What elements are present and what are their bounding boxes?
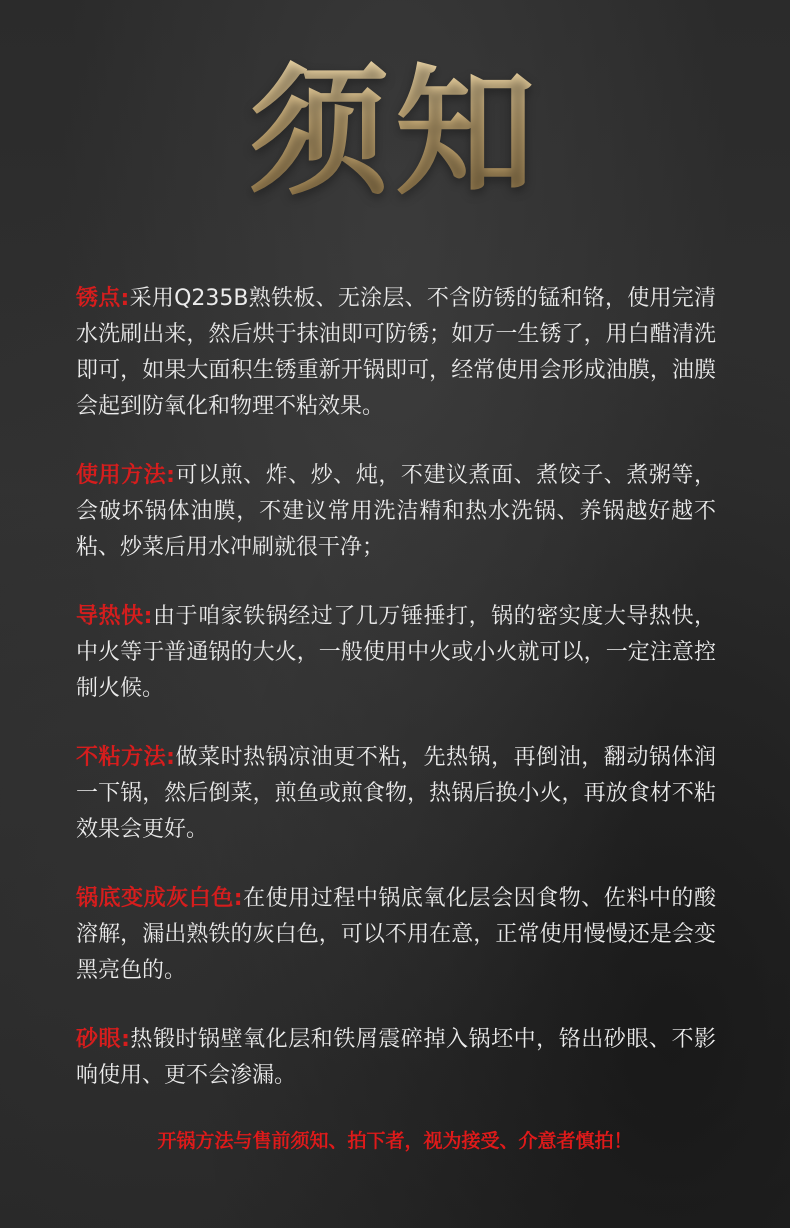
section-label: 砂眼: bbox=[76, 1027, 130, 1052]
section-pinholes bbox=[76, 1022, 716, 1094]
section-heat bbox=[76, 599, 716, 707]
section-nonstick bbox=[76, 740, 716, 848]
section-text: 在使用过程中锅底氧化层会因食物、佐料中的酸溶解，漏出熟铁的灰白色，可以不用在意，正常使用慢慢还是会变黑亮色的。 bbox=[76, 886, 716, 983]
section-text: 采用Q235B熟铁板、无涂层、不含防锈的锰和铬，使用完清水洗刷出来，然后烘于抹油即可防锈；如万一生锈了，用白醋清洗即可，如果大面积生锈重新开锅即可，经常使用会形成油膜，油膜会起到防氧化和物理不粘效果。 bbox=[76, 286, 716, 419]
section-label: 锈点: bbox=[76, 286, 130, 311]
section-text: 由于咱家铁锅经过了几万锤捶打，锅的密实度大导热快，中火等于普通锅的大火，一般使用中火或小火就可以，一定注意控制火候。 bbox=[76, 604, 716, 701]
section-label: 导热快: bbox=[76, 604, 153, 629]
section-rust bbox=[76, 281, 716, 425]
page-title: 须知 bbox=[0, 48, 790, 218]
section-text: 做菜时热锅凉油更不粘，先热锅，再倒油，翻动锅体润一下锅，然后倒菜，煎鱼或煎食物，热锅后换小火，再放食材不粘效果会更好。 bbox=[76, 745, 716, 842]
section-text: 热锻时锅壁氧化层和铁屑震碎掉入锅坯中，铬出砂眼、不影响使用、更不会渗漏。 bbox=[76, 1027, 716, 1088]
section-gray-bottom bbox=[76, 881, 716, 989]
section-label: 不粘方法: bbox=[76, 745, 175, 770]
section-label: 使用方法: bbox=[76, 463, 175, 488]
section-usage bbox=[76, 458, 716, 566]
notice-sections bbox=[76, 281, 716, 1127]
footer-notice: 开锅方法与售前须知、拍下者，视为接受、介意者慎拍！ bbox=[157, 1130, 633, 1152]
section-text: 可以煎、炸、炒、炖，不建议煮面、煮饺子、煮粥等，会破坏锅体油膜，不建议常用洗洁精和热水洗锅、养锅越好越不粘、炒菜后用水冲刷就很干净； bbox=[76, 463, 716, 560]
section-label: 锅底变成灰白色: bbox=[76, 886, 243, 911]
